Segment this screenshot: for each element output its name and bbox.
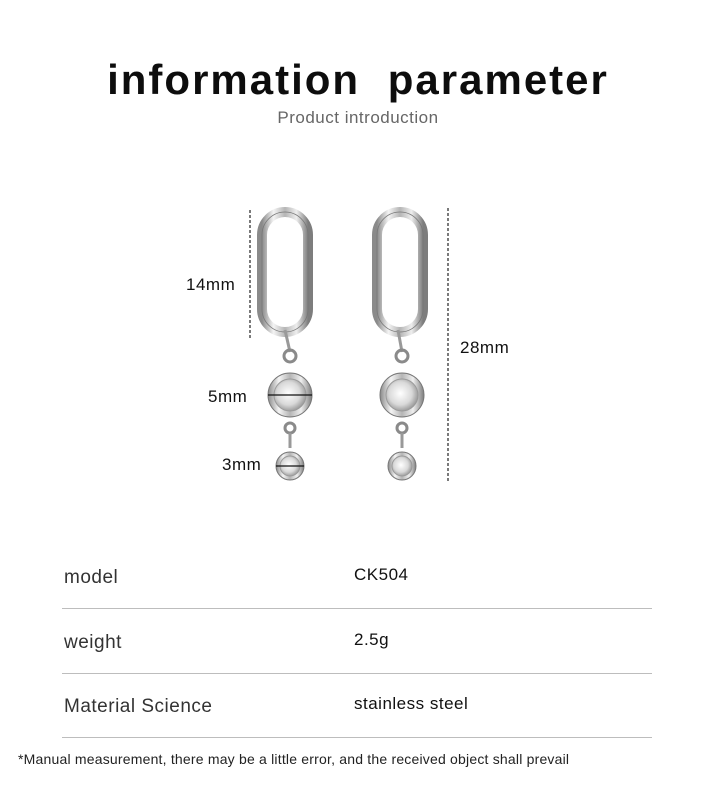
spec-label: Material Science: [64, 696, 213, 717]
total-length-label: 28mm: [460, 338, 510, 357]
spec-row-model: [62, 545, 652, 609]
product-diagram: [0, 190, 716, 510]
earring-illustration: [0, 190, 716, 510]
footnote: *Manual measurement, there may be a little error, and the received object shall prevail: [18, 751, 570, 767]
page-subtitle: Product introduction: [277, 108, 439, 127]
spec-row-material: [62, 674, 652, 738]
right-earring: [377, 212, 424, 480]
large-stone-label: 5mm: [208, 387, 248, 406]
spec-row-weight: [62, 610, 652, 674]
divider: [62, 737, 652, 738]
spec-label: weight: [64, 632, 122, 653]
small-stone-label: 3mm: [222, 455, 262, 474]
spec-value: 2.5g: [354, 630, 390, 649]
spec-value: CK504: [354, 565, 409, 584]
hoop-height-label: 14mm: [186, 275, 236, 294]
spec-value: stainless steel: [354, 694, 469, 713]
left-earring: [262, 212, 312, 480]
divider: [62, 608, 652, 609]
spec-label: model: [64, 567, 119, 588]
page-title: information parameter: [107, 56, 609, 103]
